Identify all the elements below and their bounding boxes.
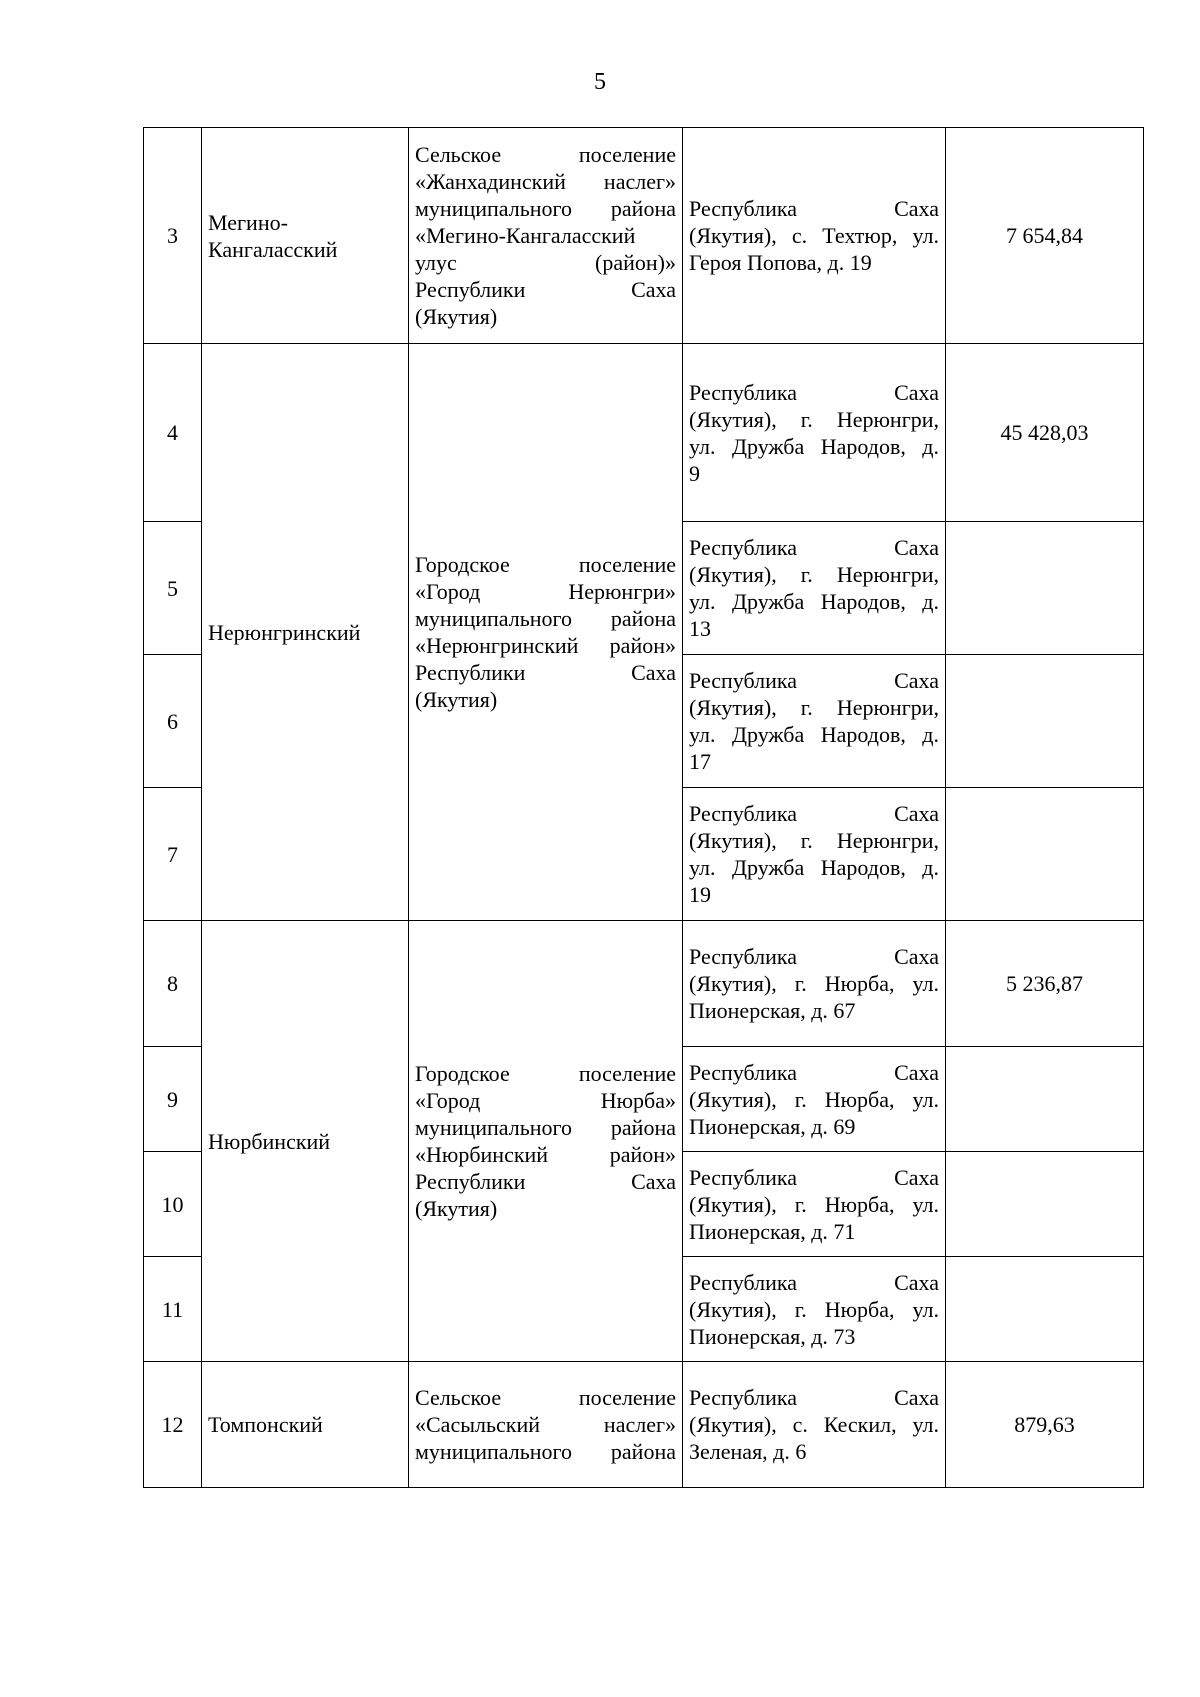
row-number: 5 <box>144 522 202 655</box>
cell-text-line: Республика Саха <box>689 1385 939 1410</box>
amount-cell <box>946 788 1144 921</box>
row-number: 4 <box>144 344 202 522</box>
cell-text-line: Республика Саха <box>689 668 939 693</box>
district-cell <box>202 921 409 1362</box>
cell-text-line: (Якутия), г. Нерюнгри, <box>689 406 939 432</box>
settlement-cell <box>409 128 683 344</box>
cell-text-line: (Якутия), с. Техтюр, ул. <box>689 223 939 248</box>
cell-text-line: муниципального района <box>415 1115 676 1140</box>
cell-text-line: Мегино- <box>208 209 288 235</box>
cell-text-line: (Якутия) <box>415 1196 498 1221</box>
cell-text-line: «Нюрбинский район» <box>415 1142 676 1167</box>
settlement-cell <box>409 921 683 1362</box>
cell-text-line: «Город Нюрба» <box>415 1088 676 1113</box>
cell-text-line: Республики Саха <box>415 660 676 685</box>
cell-text-line: Героя Попова, д. 19 <box>689 250 872 275</box>
row-number: 12 <box>144 1362 202 1488</box>
settlements-table <box>143 127 1144 1488</box>
cell-text-line: «Мегино-Кангаласский <box>415 223 636 248</box>
cell-text-line: ул. Дружба Народов, д. <box>689 722 939 747</box>
table-row <box>144 921 1144 1047</box>
amount-cell: 879,63 <box>946 1362 1144 1488</box>
district-cell <box>202 128 409 344</box>
address-cell <box>683 921 946 1047</box>
cell-text-line: Нюрбинский <box>208 1128 331 1154</box>
cell-text-line: Пионерская, д. 73 <box>689 1323 856 1349</box>
cell-text-line: ул. Дружба Народов, д. <box>689 433 939 459</box>
address-cell <box>683 1362 946 1488</box>
cell-text-line: Зеленая, д. 6 <box>689 1439 807 1464</box>
cell-text-line: 17 <box>689 749 711 774</box>
address-cell <box>683 344 946 522</box>
cell-text-line: Сельское поселение <box>415 142 676 167</box>
table-row <box>144 128 1144 344</box>
row-number: 6 <box>144 655 202 788</box>
amount-cell: 5 236,87 <box>946 921 1144 1047</box>
cell-text-line: Республика Саха <box>689 1164 939 1190</box>
district-cell <box>202 344 409 921</box>
cell-text-line: (Якутия), г. Нюрба, ул. <box>689 971 939 996</box>
settlement-cell <box>409 344 683 921</box>
amount-cell: 45 428,03 <box>946 344 1144 522</box>
amount-cell <box>946 1152 1144 1257</box>
cell-text-line: Томпонский <box>208 1412 323 1437</box>
cell-text-line: Республики Саха <box>415 1169 676 1194</box>
cell-text-line: 13 <box>689 616 711 641</box>
cell-text-line: Республика Саха <box>689 535 939 560</box>
cell-text-line: улус (район)» <box>415 250 676 275</box>
address-cell <box>683 1152 946 1257</box>
cell-text-line: (Якутия) <box>415 304 498 329</box>
cell-text-line: (Якутия), г. Нюрба, ул. <box>689 1086 939 1112</box>
cell-text-line: муниципального района <box>415 1439 676 1464</box>
cell-text-line: Кангаласский <box>208 236 338 262</box>
cell-text-line: Городское поселение <box>415 1061 676 1086</box>
amount-cell <box>946 1257 1144 1362</box>
page-number: 5 <box>594 69 606 95</box>
cell-text-line: (Якутия), г. Нерюнгри, <box>689 828 939 853</box>
address-cell <box>683 788 946 921</box>
cell-text-line: (Якутия), г. Нюрба, ул. <box>689 1191 939 1217</box>
row-number: 8 <box>144 921 202 1047</box>
cell-text-line: (Якутия), г. Нерюнгри, <box>689 695 939 720</box>
cell-text-line: Республика Саха <box>689 944 939 969</box>
cell-text-line: ул. Дружба Народов, д. <box>689 855 939 880</box>
district-cell <box>202 1362 409 1488</box>
row-number: 3 <box>144 128 202 344</box>
cell-text-line: Городское поселение <box>415 552 676 577</box>
cell-text-line: «Сасыльский наслег» <box>415 1412 676 1437</box>
amount-cell: 7 654,84 <box>946 128 1144 344</box>
address-cell <box>683 655 946 788</box>
cell-text-line: Республика Саха <box>689 379 939 405</box>
address-cell <box>683 1257 946 1362</box>
row-number: 10 <box>144 1152 202 1257</box>
amount-cell <box>946 1047 1144 1152</box>
table-row <box>144 1362 1144 1488</box>
cell-text-line: Пионерская, д. 71 <box>689 1218 856 1244</box>
cell-text-line: 9 <box>689 460 700 486</box>
address-cell <box>683 128 946 344</box>
cell-text-line: Сельское поселение <box>415 1385 676 1410</box>
cell-text-line: (Якутия) <box>415 687 498 712</box>
cell-text-line: (Якутия), г. Нерюнгри, <box>689 562 939 587</box>
address-cell <box>683 1047 946 1152</box>
cell-text-line: Республика Саха <box>689 1059 939 1085</box>
cell-text-line: Республики Саха <box>415 277 676 302</box>
settlement-cell <box>409 1362 683 1488</box>
cell-text-line: (Якутия), с. Кескил, ул. <box>689 1412 939 1437</box>
table-row <box>144 344 1144 522</box>
cell-text-line: Нерюнгринский <box>208 619 361 645</box>
cell-text-line: (Якутия), г. Нюрба, ул. <box>689 1296 939 1322</box>
cell-text-line: «Нерюнгринский район» <box>415 633 676 658</box>
table-body <box>144 128 1144 1488</box>
cell-text-line: «Жанхадинский наслег» <box>415 169 676 194</box>
cell-text-line: муниципального района <box>415 196 676 221</box>
row-number: 11 <box>144 1257 202 1362</box>
row-number: 7 <box>144 788 202 921</box>
amount-cell <box>946 522 1144 655</box>
amount-cell <box>946 655 1144 788</box>
row-number: 9 <box>144 1047 202 1152</box>
cell-text-line: «Город Нерюнгри» <box>415 579 676 604</box>
cell-text-line: Республика Саха <box>689 1269 939 1295</box>
cell-text-line: ул. Дружба Народов, д. <box>689 589 939 614</box>
cell-text-line: Пионерская, д. 69 <box>689 1113 856 1139</box>
address-cell <box>683 522 946 655</box>
cell-text-line: Пионерская, д. 67 <box>689 998 856 1023</box>
cell-text-line: Республика Саха <box>689 801 939 826</box>
cell-text-line: 19 <box>689 882 711 907</box>
cell-text-line: Республика Саха <box>689 196 939 221</box>
cell-text-line: муниципального района <box>415 606 676 631</box>
